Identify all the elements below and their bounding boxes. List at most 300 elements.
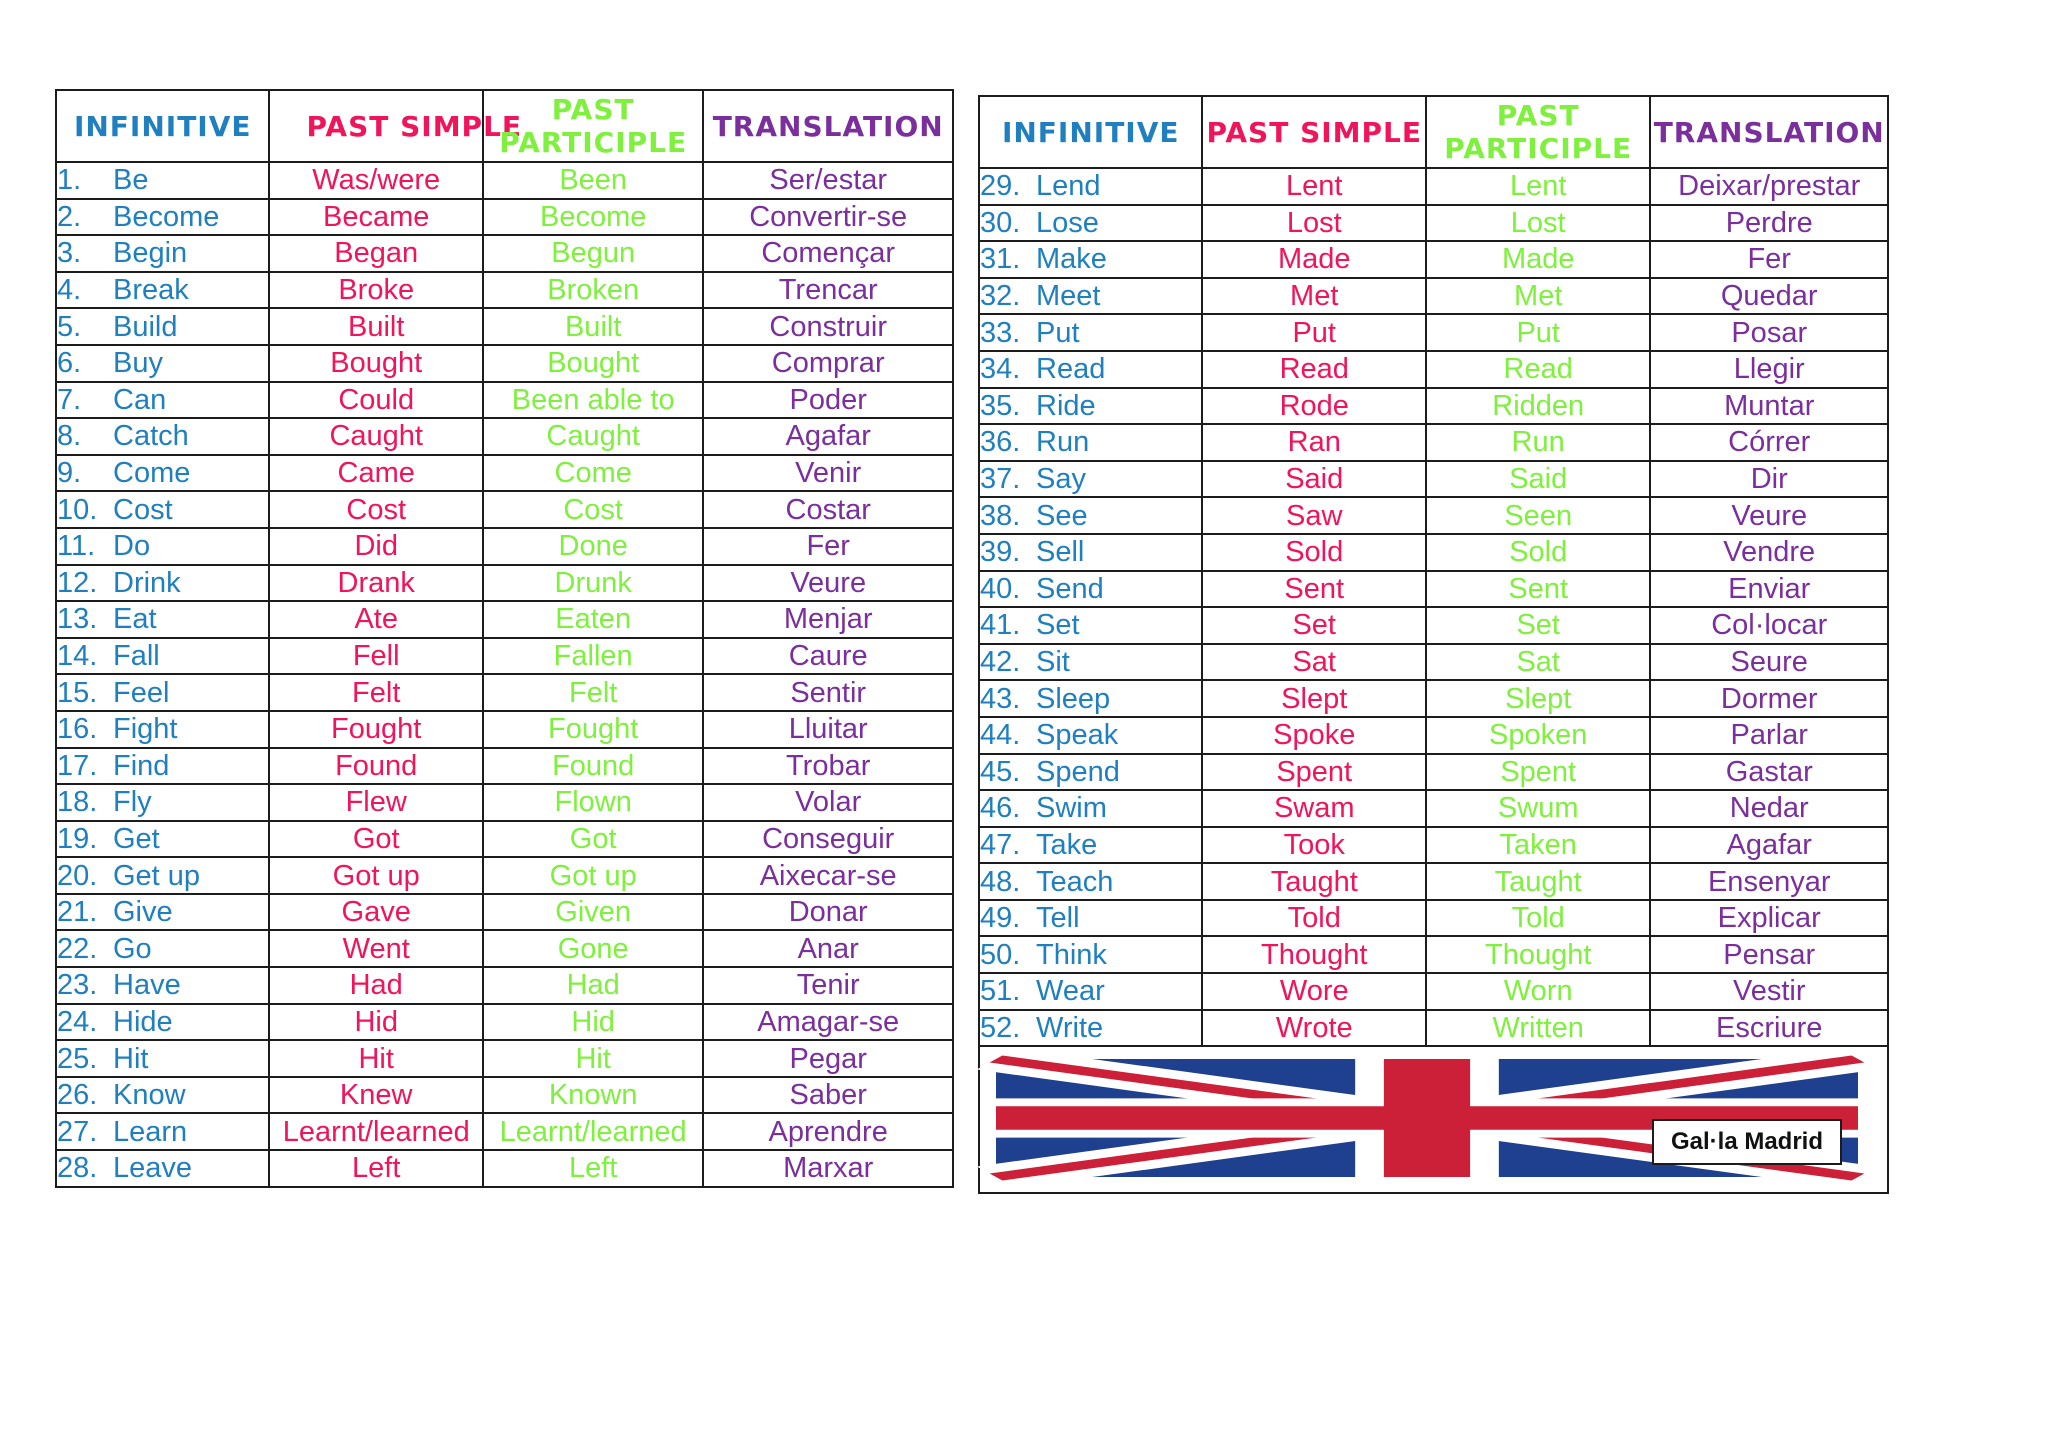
past-simple-cell: Had [269, 967, 482, 1004]
past-participle-cell: Hid [483, 1004, 703, 1041]
infinitive-cell [56, 857, 269, 894]
infinitive-cell [56, 821, 269, 858]
infinitive-cell [56, 418, 269, 455]
verb-number: 35. [980, 389, 1021, 422]
infinitive-text: Read [1036, 353, 1106, 386]
past-simple-cell: Gave [269, 894, 482, 931]
translation-cell: Explicar [1650, 900, 1888, 937]
infinitive-text: Feel [113, 676, 170, 709]
past-simple-cell: Got up [269, 857, 482, 894]
past-simple-cell: Swam [1202, 790, 1425, 827]
past-participle-cell: Got up [483, 857, 703, 894]
past-participle-cell: Got [483, 821, 703, 858]
verb-row [979, 717, 1888, 754]
translation-cell: Quedar [1650, 278, 1888, 315]
past-participle-cell: Eaten [483, 601, 703, 638]
infinitive-cell [979, 278, 1202, 315]
translation-cell: Menjar [703, 601, 953, 638]
past-simple-cell: Sold [1202, 534, 1425, 571]
translation-cell: Perdre [1650, 205, 1888, 242]
verb-row [56, 162, 953, 199]
verb-row [56, 930, 953, 967]
past-participle-cell: Been [483, 162, 703, 199]
translation-cell: Parlar [1650, 717, 1888, 754]
past-participle-cell: Bought [483, 345, 703, 382]
infinitive-cell [979, 314, 1202, 351]
infinitive-cell [56, 491, 269, 528]
verb-number: 44. [980, 719, 1021, 752]
verb-number: 43. [980, 682, 1021, 715]
infinitive-text: Build [113, 310, 178, 343]
verb-row [56, 711, 953, 748]
infinitive-cell [56, 455, 269, 492]
past-participle-cell: Come [483, 455, 703, 492]
verb-number: 6. [57, 347, 82, 380]
verb-number: 20. [57, 859, 98, 892]
infinitive-cell [979, 900, 1202, 937]
verb-row [56, 1150, 953, 1187]
verb-number: 50. [980, 938, 1021, 971]
infinitive-cell [979, 827, 1202, 864]
past-participle-cell: Cost [483, 491, 703, 528]
verb-row [56, 491, 953, 528]
infinitive-cell [979, 497, 1202, 534]
translation-cell: Agafar [1650, 827, 1888, 864]
translation-cell: Lluitar [703, 711, 953, 748]
translation-cell: Saber [703, 1077, 953, 1114]
past-participle-cell: Begun [483, 235, 703, 272]
past-participle-cell: Lent [1426, 168, 1650, 205]
infinitive-text: Put [1036, 316, 1080, 349]
past-simple-cell: Taught [1202, 863, 1425, 900]
author-label: Gal·la Madrid [1652, 1119, 1842, 1165]
verb-number: 45. [980, 755, 1021, 788]
infinitive-text: Fall [113, 640, 160, 673]
infinitive-text: Spend [1036, 755, 1120, 788]
infinitive-text: Hide [113, 1005, 173, 1038]
translation-cell: Poder [703, 382, 953, 419]
verb-row [56, 565, 953, 602]
infinitive-cell [56, 1150, 269, 1187]
past-simple-cell: Ate [269, 601, 482, 638]
past-participle-cell: Fallen [483, 638, 703, 675]
translation-cell: Pensar [1650, 936, 1888, 973]
infinitive-text: Know [113, 1079, 186, 1112]
infinitive-cell [56, 930, 269, 967]
past-simple-cell: Fought [269, 711, 482, 748]
translation-cell: Aixecar-se [703, 857, 953, 894]
verb-row [979, 168, 1888, 205]
infinitive-text: See [1036, 499, 1088, 532]
infinitive-cell [56, 1077, 269, 1114]
flag-banner [980, 1047, 1887, 1192]
infinitive-cell [979, 168, 1202, 205]
past-participle-cell: Done [483, 528, 703, 565]
verb-row [979, 314, 1888, 351]
verb-number: 36. [980, 426, 1021, 459]
infinitive-cell [979, 863, 1202, 900]
past-simple-cell: Saw [1202, 497, 1425, 534]
past-participle-cell: Put [1426, 314, 1650, 351]
past-participle-cell: Fought [483, 711, 703, 748]
infinitive-cell [979, 351, 1202, 388]
verb-row [56, 308, 953, 345]
infinitive-text: Leave [113, 1152, 193, 1185]
verb-row [979, 900, 1888, 937]
header-past-participle: PAST PARTICIPLE [483, 90, 703, 162]
verb-number: 37. [980, 463, 1021, 496]
past-simple-cell: Cost [269, 491, 482, 528]
infinitive-cell [979, 607, 1202, 644]
translation-cell: Fer [1650, 241, 1888, 278]
verb-number: 4. [57, 274, 82, 307]
infinitive-cell [979, 936, 1202, 973]
infinitive-text: Speak [1036, 719, 1119, 752]
translation-cell: Pegar [703, 1040, 953, 1077]
infinitive-text: Teach [1036, 865, 1114, 898]
infinitive-cell [56, 528, 269, 565]
infinitive-text: Fight [113, 713, 178, 746]
header-translation: TRANSLATION [703, 90, 953, 162]
past-participle-cell: Worn [1426, 973, 1650, 1010]
past-participle-cell: Spent [1426, 754, 1650, 791]
infinitive-cell [56, 1040, 269, 1077]
past-simple-cell: Lent [1202, 168, 1425, 205]
past-participle-cell: Made [1426, 241, 1650, 278]
verb-row [56, 821, 953, 858]
infinitive-cell [56, 199, 269, 236]
infinitive-cell [979, 571, 1202, 608]
infinitive-text: Go [113, 932, 152, 965]
past-participle-cell: Broken [483, 272, 703, 309]
infinitive-cell [56, 272, 269, 309]
infinitive-text: Have [113, 969, 181, 1002]
infinitive-cell [56, 967, 269, 1004]
past-simple-cell: Built [269, 308, 482, 345]
verb-number: 42. [980, 646, 1021, 679]
translation-cell: Gastar [1650, 754, 1888, 791]
verb-row [979, 790, 1888, 827]
infinitive-text: Eat [113, 603, 157, 636]
header-infinitive: INFINITIVE [979, 96, 1202, 168]
translation-cell: Venir [703, 455, 953, 492]
verb-row [979, 680, 1888, 717]
header-past-simple: PAST SIMPLE [269, 90, 482, 162]
infinitive-cell [56, 345, 269, 382]
past-simple-cell: Told [1202, 900, 1425, 937]
infinitive-text: Hit [113, 1042, 149, 1075]
past-simple-cell: Left [269, 1150, 482, 1187]
infinitive-text: Tell [1036, 902, 1080, 935]
infinitive-text: Make [1036, 243, 1107, 276]
infinitive-cell [56, 235, 269, 272]
verb-number: 23. [57, 969, 98, 1002]
verb-row [56, 894, 953, 931]
verb-number: 9. [57, 457, 82, 490]
verb-number: 15. [57, 676, 98, 709]
past-simple-cell: Read [1202, 351, 1425, 388]
past-simple-cell: Sent [1202, 571, 1425, 608]
verb-number: 24. [57, 1005, 98, 1038]
verb-row [979, 827, 1888, 864]
past-participle-cell: Thought [1426, 936, 1650, 973]
infinitive-text: Become [113, 200, 220, 233]
verb-number: 33. [980, 316, 1021, 349]
infinitive-cell [56, 1004, 269, 1041]
past-participle-cell: Met [1426, 278, 1650, 315]
past-simple-cell: Hit [269, 1040, 482, 1077]
infinitive-text: Cost [113, 493, 173, 526]
verb-number: 46. [980, 792, 1021, 825]
past-participle-cell: Gone [483, 930, 703, 967]
infinitive-text: Break [113, 274, 189, 307]
past-simple-cell: Got [269, 821, 482, 858]
translation-cell: Sentir [703, 674, 953, 711]
infinitive-text: Buy [113, 347, 163, 380]
infinitive-text: Set [1036, 609, 1080, 642]
verb-number: 52. [980, 1011, 1021, 1044]
infinitive-text: Lose [1036, 206, 1099, 239]
verb-number: 34. [980, 353, 1021, 386]
verb-row [979, 607, 1888, 644]
translation-cell: Veure [1650, 497, 1888, 534]
verb-number: 11. [57, 530, 96, 563]
verb-number: 27. [57, 1115, 98, 1148]
infinitive-text: Learn [113, 1115, 188, 1148]
verb-row [979, 973, 1888, 1010]
verb-row [979, 497, 1888, 534]
past-participle-cell: Taught [1426, 863, 1650, 900]
verb-row [979, 863, 1888, 900]
verb-number: 16. [57, 713, 98, 746]
past-simple-cell: Caught [269, 418, 482, 455]
translation-cell: Col·locar [1650, 607, 1888, 644]
verb-row [979, 936, 1888, 973]
past-participle-cell: Seen [1426, 497, 1650, 534]
past-simple-cell: Felt [269, 674, 482, 711]
past-participle-cell: Sold [1426, 534, 1650, 571]
infinitive-text: Ride [1036, 389, 1096, 422]
infinitive-text: Find [113, 749, 170, 782]
translation-cell: Comprar [703, 345, 953, 382]
verb-number: 14. [57, 640, 98, 673]
header-past-participle: PAST PARTICIPLE [1426, 96, 1650, 168]
past-participle-cell: Hit [483, 1040, 703, 1077]
verb-number: 19. [57, 822, 98, 855]
infinitive-text: Be [113, 164, 149, 197]
past-participle-cell: Known [483, 1077, 703, 1114]
translation-cell: Llegir [1650, 351, 1888, 388]
translation-cell: Donar [703, 894, 953, 931]
translation-cell: Començar [703, 235, 953, 272]
translation-cell: Aprendre [703, 1113, 953, 1150]
verb-number: 32. [980, 280, 1021, 313]
infinitive-cell [56, 674, 269, 711]
verb-number: 51. [980, 975, 1021, 1008]
past-simple-cell: Spoke [1202, 717, 1425, 754]
verb-number: 1. [57, 164, 82, 197]
verb-table-right-body [979, 168, 1888, 1046]
translation-cell: Volar [703, 784, 953, 821]
infinitive-cell [979, 205, 1202, 242]
infinitive-text: Give [113, 896, 173, 929]
translation-cell: Muntar [1650, 388, 1888, 425]
verb-row [56, 967, 953, 1004]
infinitive-text: Come [113, 457, 191, 490]
past-participle-cell: Left [483, 1150, 703, 1187]
verb-number: 47. [980, 828, 1021, 861]
verb-row [56, 418, 953, 455]
verb-number: 2. [57, 200, 82, 233]
infinitive-cell [56, 162, 269, 199]
past-simple-cell: Thought [1202, 936, 1425, 973]
infinitive-cell [979, 717, 1202, 754]
infinitive-cell [979, 241, 1202, 278]
translation-cell: Posar [1650, 314, 1888, 351]
infinitive-cell [56, 382, 269, 419]
past-participle-cell: Run [1426, 424, 1650, 461]
infinitive-cell [56, 601, 269, 638]
past-simple-cell: Broke [269, 272, 482, 309]
verb-row [979, 205, 1888, 242]
past-simple-cell: Set [1202, 607, 1425, 644]
header-infinitive: INFINITIVE [56, 90, 269, 162]
past-simple-cell: Slept [1202, 680, 1425, 717]
table-header-row [979, 96, 1888, 168]
past-simple-cell: Could [269, 382, 482, 419]
past-simple-cell: Began [269, 235, 482, 272]
translation-cell: Caure [703, 638, 953, 675]
flag-cell [979, 1046, 1888, 1193]
infinitive-cell [979, 424, 1202, 461]
verb-number: 21. [57, 896, 98, 929]
infinitive-cell [979, 680, 1202, 717]
verb-number: 3. [57, 237, 82, 270]
past-simple-cell: Bought [269, 345, 482, 382]
verb-row [979, 534, 1888, 571]
verb-row [56, 528, 953, 565]
past-simple-cell: Flew [269, 784, 482, 821]
past-simple-cell: Found [269, 748, 482, 785]
past-participle-cell: Read [1426, 351, 1650, 388]
translation-cell: Dir [1650, 461, 1888, 498]
verb-number: 5. [57, 310, 82, 343]
infinitive-cell [56, 565, 269, 602]
past-simple-cell: Said [1202, 461, 1425, 498]
translation-cell: Seure [1650, 644, 1888, 681]
past-simple-cell: Became [269, 199, 482, 236]
infinitive-text: Lend [1036, 170, 1101, 203]
past-participle-cell: Sat [1426, 644, 1650, 681]
translation-cell: Conseguir [703, 821, 953, 858]
verb-number: 48. [980, 865, 1021, 898]
past-simple-cell: Hid [269, 1004, 482, 1041]
verb-table-left [55, 89, 954, 1188]
translation-cell: Trencar [703, 272, 953, 309]
infinitive-cell [56, 1113, 269, 1150]
verb-row [979, 1010, 1888, 1047]
past-simple-cell: Put [1202, 314, 1425, 351]
past-participle-cell: Written [1426, 1010, 1650, 1047]
past-participle-cell: Taken [1426, 827, 1650, 864]
translation-cell: Ensenyar [1650, 863, 1888, 900]
infinitive-cell [56, 308, 269, 345]
past-simple-cell: Wore [1202, 973, 1425, 1010]
verb-row [56, 235, 953, 272]
past-participle-cell: Felt [483, 674, 703, 711]
past-participle-cell: Slept [1426, 680, 1650, 717]
verb-number: 13. [57, 603, 98, 636]
past-participle-cell: Flown [483, 784, 703, 821]
infinitive-cell [979, 973, 1202, 1010]
infinitive-text: Run [1036, 426, 1090, 459]
verb-number: 38. [980, 499, 1021, 532]
infinitive-cell [979, 1010, 1202, 1047]
infinitive-text: Begin [113, 237, 188, 270]
verb-row [56, 601, 953, 638]
translation-cell: Córrer [1650, 424, 1888, 461]
past-participle-cell: Spoken [1426, 717, 1650, 754]
header-translation: TRANSLATION [1650, 96, 1888, 168]
verb-number: 29. [980, 170, 1021, 203]
verb-row [979, 424, 1888, 461]
infinitive-cell [56, 784, 269, 821]
infinitive-cell [56, 711, 269, 748]
past-simple-cell: Spent [1202, 754, 1425, 791]
past-participle-cell: Been able to [483, 382, 703, 419]
translation-cell: Amagar-se [703, 1004, 953, 1041]
past-simple-cell: Did [269, 528, 482, 565]
verb-row [56, 199, 953, 236]
past-participle-cell: Learnt/learned [483, 1113, 703, 1150]
past-simple-cell: Knew [269, 1077, 482, 1114]
translation-cell: Marxar [703, 1150, 953, 1187]
past-participle-cell: Said [1426, 461, 1650, 498]
verb-number: 26. [57, 1079, 98, 1112]
past-simple-cell: Wrote [1202, 1010, 1425, 1047]
flag-row [979, 1046, 1888, 1193]
verb-row [56, 638, 953, 675]
past-participle-cell: Lost [1426, 205, 1650, 242]
verb-row [56, 857, 953, 894]
verb-number: 28. [57, 1152, 98, 1185]
verb-number: 39. [980, 536, 1021, 569]
infinitive-cell [979, 754, 1202, 791]
infinitive-text: Wear [1036, 975, 1105, 1008]
past-participle-cell: Caught [483, 418, 703, 455]
past-participle-cell: Found [483, 748, 703, 785]
translation-cell: Convertir-se [703, 199, 953, 236]
past-simple-cell: Was/were [269, 162, 482, 199]
verb-number: 18. [57, 786, 98, 819]
translation-cell: Fer [703, 528, 953, 565]
infinitive-text: Take [1036, 828, 1098, 861]
infinitive-cell [979, 644, 1202, 681]
past-simple-cell: Went [269, 930, 482, 967]
past-simple-cell: Ran [1202, 424, 1425, 461]
table-header-row [56, 90, 953, 162]
infinitive-text: Catch [113, 420, 189, 453]
past-simple-cell: Made [1202, 241, 1425, 278]
infinitive-cell [56, 894, 269, 931]
translation-cell: Nedar [1650, 790, 1888, 827]
verb-row [56, 1040, 953, 1077]
verb-number: 8. [57, 420, 82, 453]
verb-row [979, 241, 1888, 278]
verb-row [979, 644, 1888, 681]
infinitive-cell [56, 748, 269, 785]
verb-row [56, 1077, 953, 1114]
